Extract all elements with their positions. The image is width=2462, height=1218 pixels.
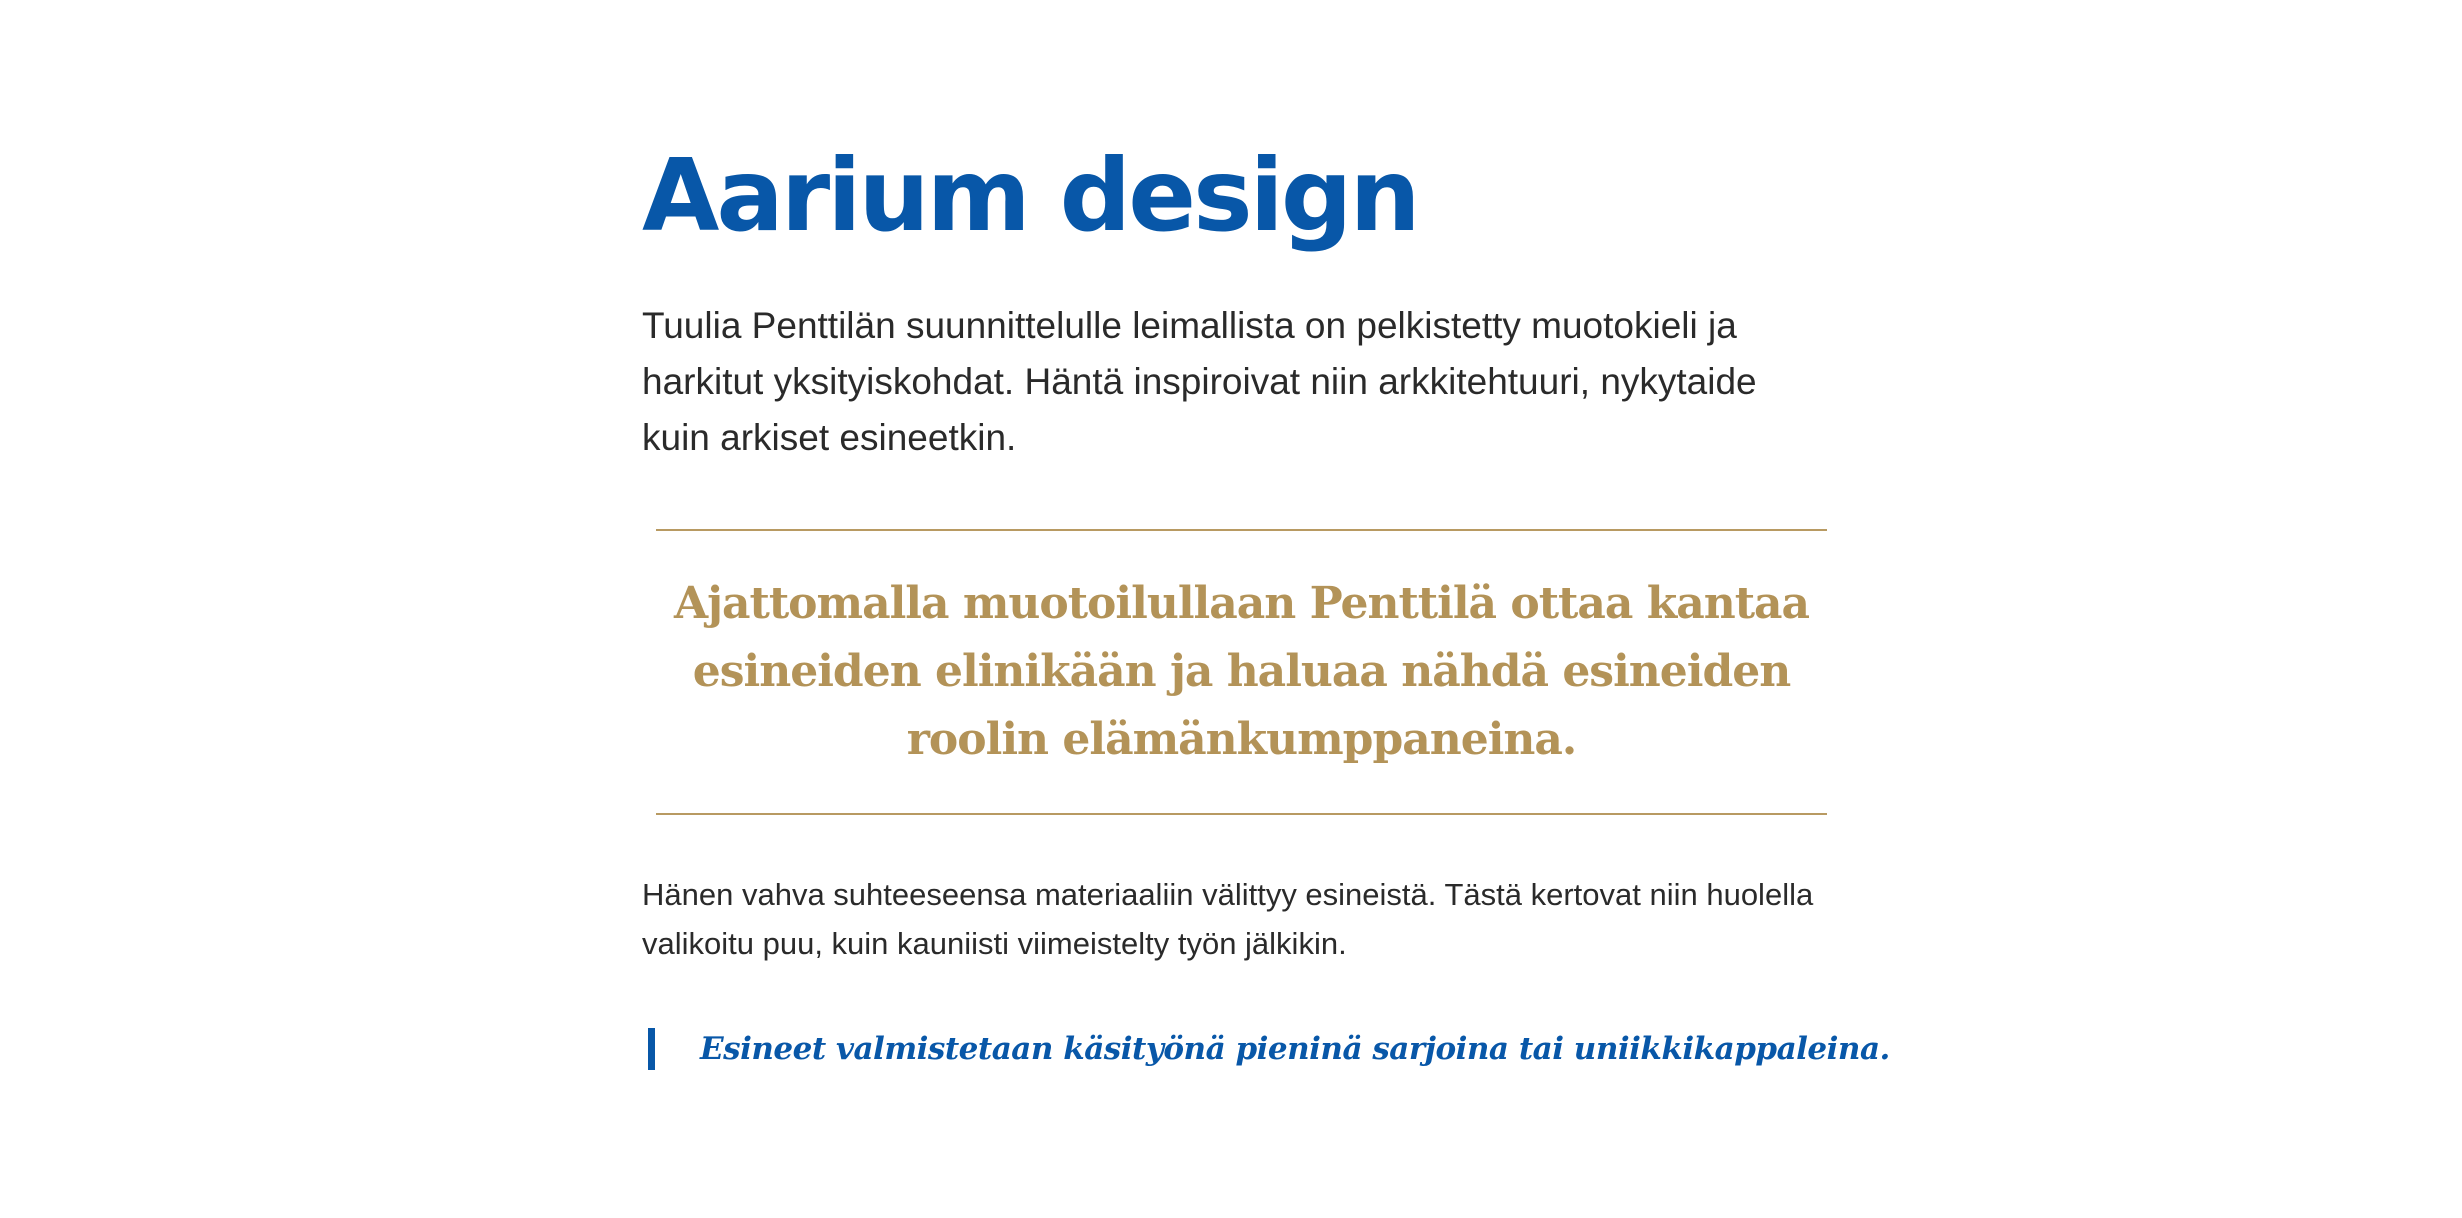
pull-quote-text: Ajattomalla muotoilullaan Penttilä ottaa kantaa esineiden elinikään ja haluaa nähdä esineiden roolin elämänkumppaneina. bbox=[673, 578, 1810, 765]
intro-paragraph: Tuulia Penttilän suunnittelulle leimallista on pelkistetty muotokieli ja harkitut yksityiskohdat. Häntä inspiroivat niin arkkitehtuuri, nykytaide kuin arkiset esineetkin. bbox=[642, 305, 1757, 458]
pull-quote-block bbox=[656, 529, 1827, 815]
body-paragraph: Hänen vahva suhteeseensa materiaaliin välittyy esineistä. Tästä kertovat niin huolella valikoitu puu, kuin kauniisti viimeistelty työn jälkikin. bbox=[642, 877, 1814, 961]
callout-accent-bar bbox=[648, 1028, 655, 1070]
page-title: Aarium design bbox=[642, 137, 1418, 254]
callout-block bbox=[648, 1025, 1890, 1073]
callout-text: Esineet valmistetaan käsityönä pieninä sarjoina tai uniikkikappaleina. bbox=[700, 1031, 1890, 1067]
